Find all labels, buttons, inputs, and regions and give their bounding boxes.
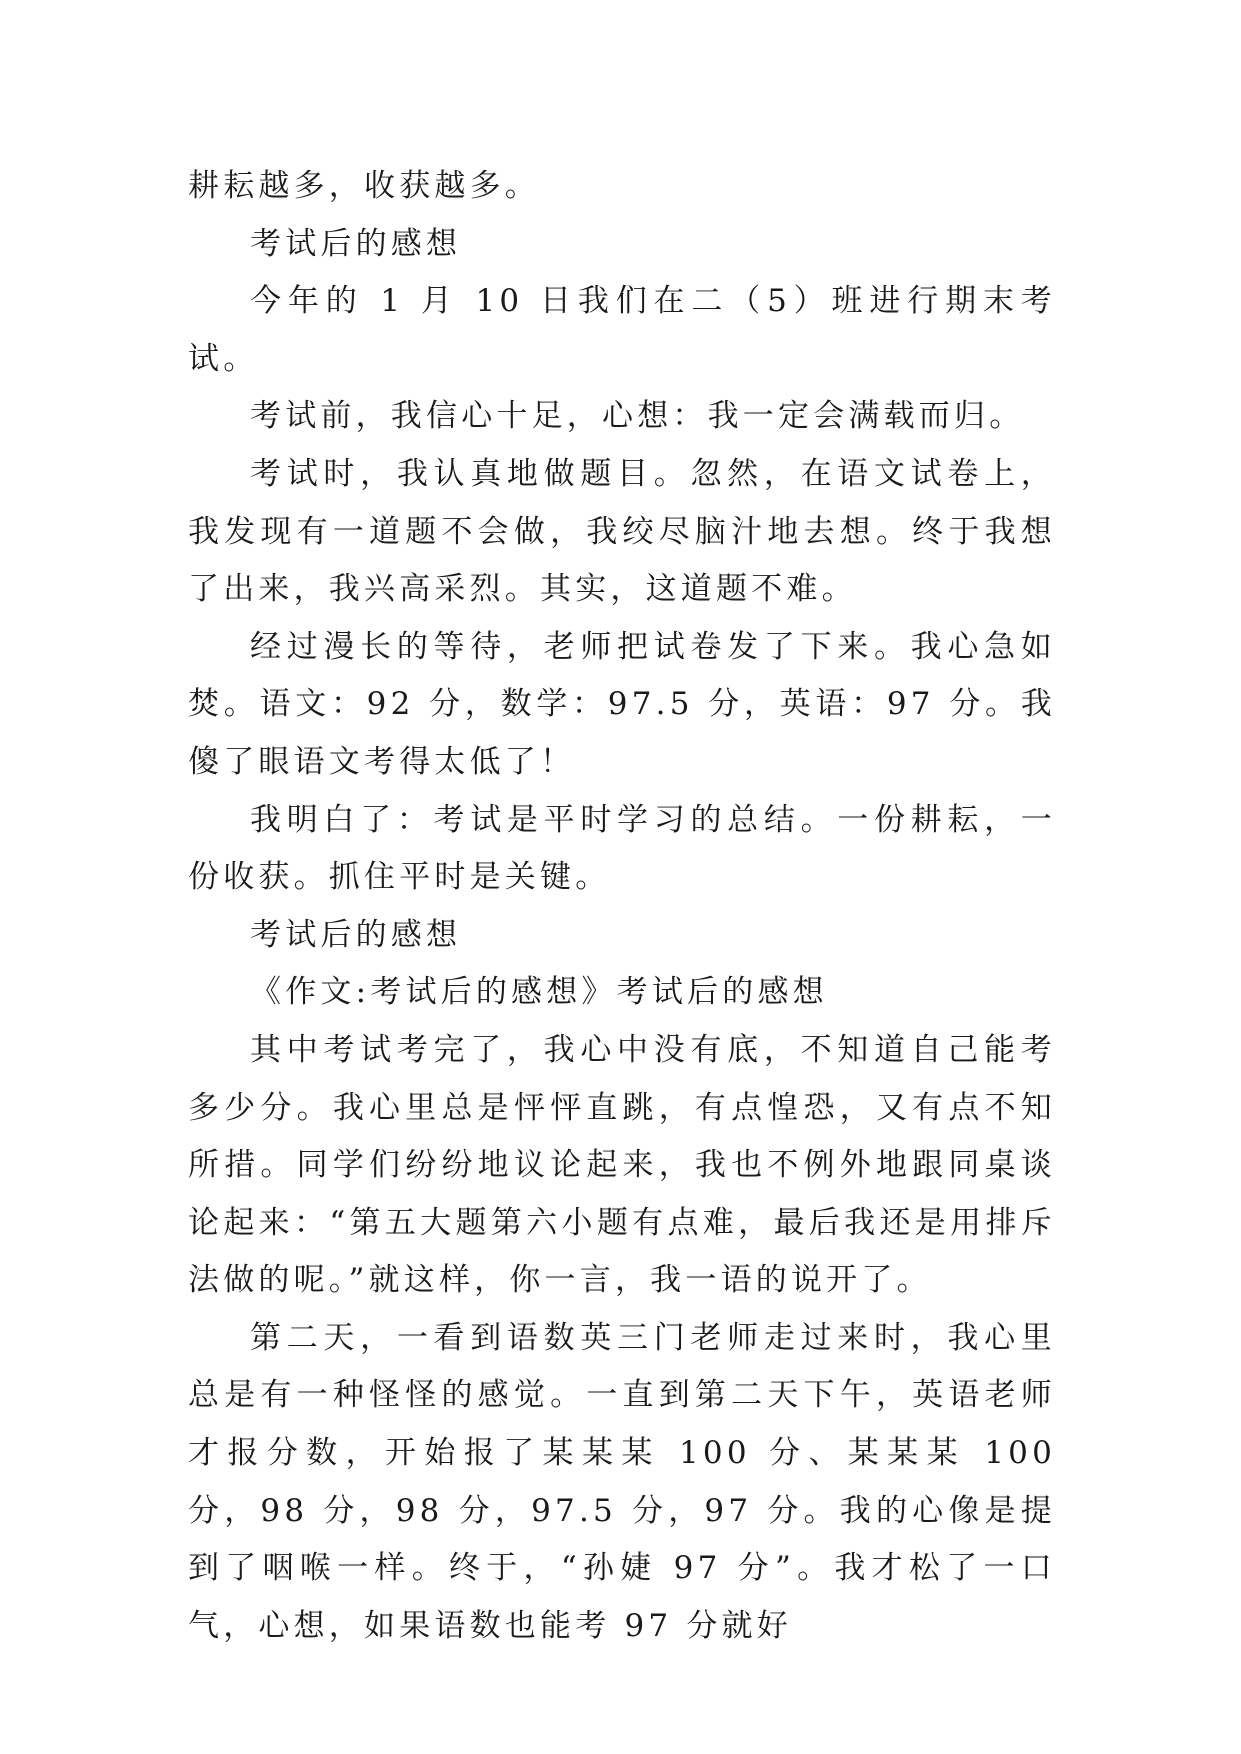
paragraph: 其中考试考完了，我心中没有底，不知道自己能考多少分。我心里总是怦怦直跳，有点惶恐，又有点不知所措。同学们纷纷地议论起来，我也不例外地跟同桌谈论起来：“第五大题第六小题有点难，最后我还是用排斥法做的呢。”就这样，你一言，我一语的说开了。: [188, 1031, 1056, 1299]
document-body: [188, 158, 1056, 1655]
paragraph: 考试前，我信心十足，心想：我一定会满载而归。: [250, 398, 1025, 435]
section-heading: 《作文:考试后的感想》考试后的感想: [250, 974, 828, 1011]
paragraph: 第二天，一看到语数英三门老师走过来时，我心里总是有一种怪怪的感觉。一直到第二天下午，英语老师才报分数，开始报了某某某 100 分、某某某 100 分，98 分，98 分，97.5 分，97 分。我的心像是提到了咽喉一样。终于，“孙婕 97 分”。我才松了一口气，心想，如果语数也能考 97 分就好: [188, 1319, 1056, 1644]
section-heading: 考试后的感想: [250, 225, 462, 262]
paragraph: 考试时，我认真地做题目。忽然，在语文试卷上，我发现有一道题不会做，我绞尽脑汁地去想。终于我想了出来，我兴高采烈。其实，这道题不难。: [188, 455, 1056, 608]
section-heading: 考试后的感想: [250, 916, 462, 953]
paragraph: 经过漫长的等待，老师把试卷发了下来。我心急如焚。语文：92 分，数学：97.5 分，英语：97 分。我傻了眼语文考得太低了！: [188, 628, 1056, 780]
paragraph: 耕耘越多，收获越多。: [188, 168, 540, 204]
paragraph: 我明白了：考试是平时学习的总结。一份耕耘，一份收获。抓住平时是关键。: [188, 801, 1056, 896]
paragraph: 今年的 1 月 10 日我们在二（5）班进行期末考试。: [188, 283, 1056, 377]
